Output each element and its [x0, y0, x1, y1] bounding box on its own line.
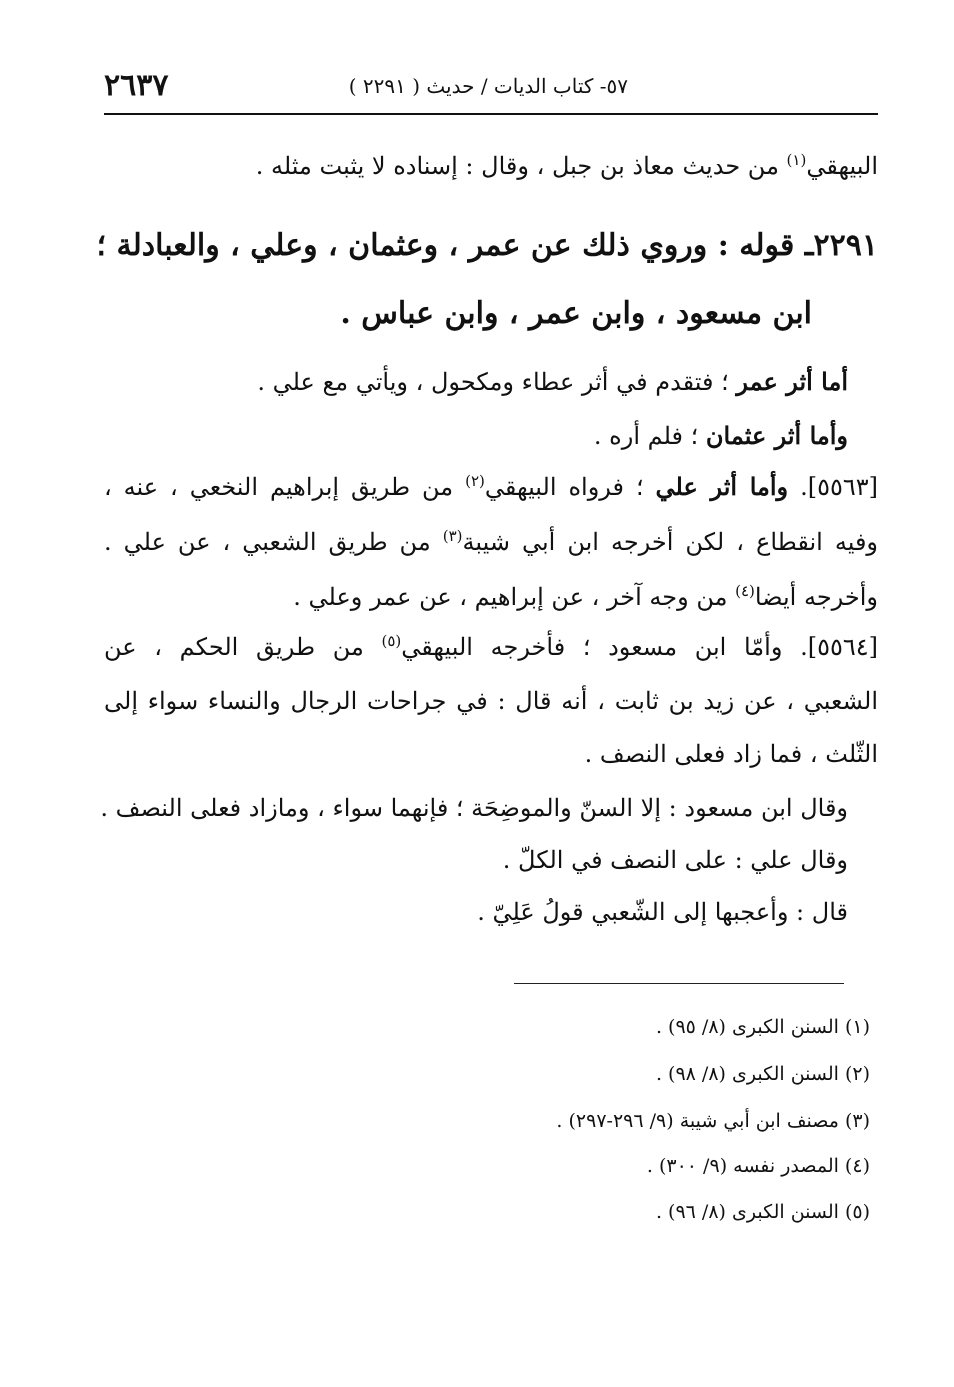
text-span: من حديث معاذ بن جبل ، وقال : إسناده لا يثبت مثله . — [255, 152, 787, 180]
hadith-heading: ٢٢٩١ـ قوله : وروي ذلك عن عمر ، وعثمان ، وعلي ، والعبادلة ؛ — [96, 228, 878, 263]
text-span: ؛ فرواه البيهقي — [484, 473, 656, 501]
text-line-6 — [104, 467, 878, 507]
text-span: من طريق إبراهيم النخعي ، عنه ، — [104, 473, 466, 501]
text-span: وأخرجه أيضا — [754, 583, 878, 611]
text-line-13: وقال علي : على النصف في الكلّ . — [502, 846, 848, 874]
page-number: ٢٦٣٧ — [104, 68, 169, 103]
text-line-14: قال : وأعجبها إلى الشّعبي قولُ عَلِيّ . — [477, 898, 848, 926]
section-label-umar: أما أثر عمر — [736, 367, 848, 396]
text-line-12: وقال ابن مسعود : إلا السنّ والموضِحَة ؛ فإنهما سواء ، ومازاد فعلى النصف . — [100, 794, 848, 822]
text-line-1 — [256, 146, 878, 186]
footnote-ref-2: (٢) — [465, 472, 485, 490]
text-line-4 — [257, 362, 848, 402]
footnote-separator — [514, 983, 844, 984]
text-span: البيهقي — [806, 152, 878, 180]
text-span: [٥٥٦٤]. وأمّا ابن مسعود ؛ فأخرجه البيهقي — [401, 633, 879, 661]
text-line-10: الشعبي ، عن زيد بن ثابت ، أنه قال : في جراحات الرجال والنساء سواء إلى — [104, 687, 878, 715]
text-span: من طريق الشعبي ، عن علي . — [104, 528, 443, 556]
footnote-1: (١) السنن الكبرى (٨/ ٩٥) . — [655, 1016, 870, 1038]
footnote-ref-3: (٣) — [442, 527, 463, 545]
text-line-11: الثّلث ، فما زاد فعلى النصف . — [584, 740, 878, 768]
text-span: وفيه انقطاع ، لكن أخرجه ابن أبي شيبة — [462, 528, 879, 556]
text-line-5 — [594, 416, 848, 456]
text-line-7 — [104, 522, 878, 562]
entry-number: [٥٥٦٣]. — [788, 473, 879, 501]
footnote-ref-4: (٤) — [735, 582, 755, 600]
footnote-5: (٥) السنن الكبرى (٨/ ٩٦) . — [655, 1201, 870, 1223]
section-label-ali: وأما أثر علي — [655, 472, 789, 501]
text-span: من وجه آخر ، عن إبراهيم ، عن عمر وعلي . — [293, 583, 736, 611]
main-text — [96, 140, 879, 960]
footnote-4: (٤) المصدر نفسه (٩/ ٣٠٠) . — [646, 1155, 870, 1177]
text-span: ؛ فتقدم في أثر عطاء ومكحول ، ويأتي مع علي . — [257, 368, 737, 396]
text-span: ؛ فلم أره . — [593, 422, 706, 450]
footnote-3: (٣) مصنف ابن أبي شيبة (٩/ ٢٩٦-٢٩٧) . — [556, 1110, 870, 1132]
page-header — [104, 64, 878, 112]
hadith-heading-continued: ابن مسعود ، وابن عمر ، وابن عباس . — [340, 296, 812, 331]
running-title: ٥٧- كتاب الديات / حديث ( ٢٢٩١ ) — [348, 74, 628, 98]
footnote-ref-1: (١) — [786, 151, 807, 169]
footnote-ref-5: (٥) — [381, 632, 402, 650]
section-label-uthman: وأما أثر عثمان — [705, 421, 848, 450]
footnote-2: (٢) السنن الكبرى (٨/ ٩٨) . — [655, 1063, 870, 1085]
text-span: من طريق الحكم ، عن — [104, 633, 382, 661]
text-line-8 — [293, 577, 878, 617]
header-rule — [104, 113, 878, 115]
text-line-9 — [104, 627, 878, 667]
